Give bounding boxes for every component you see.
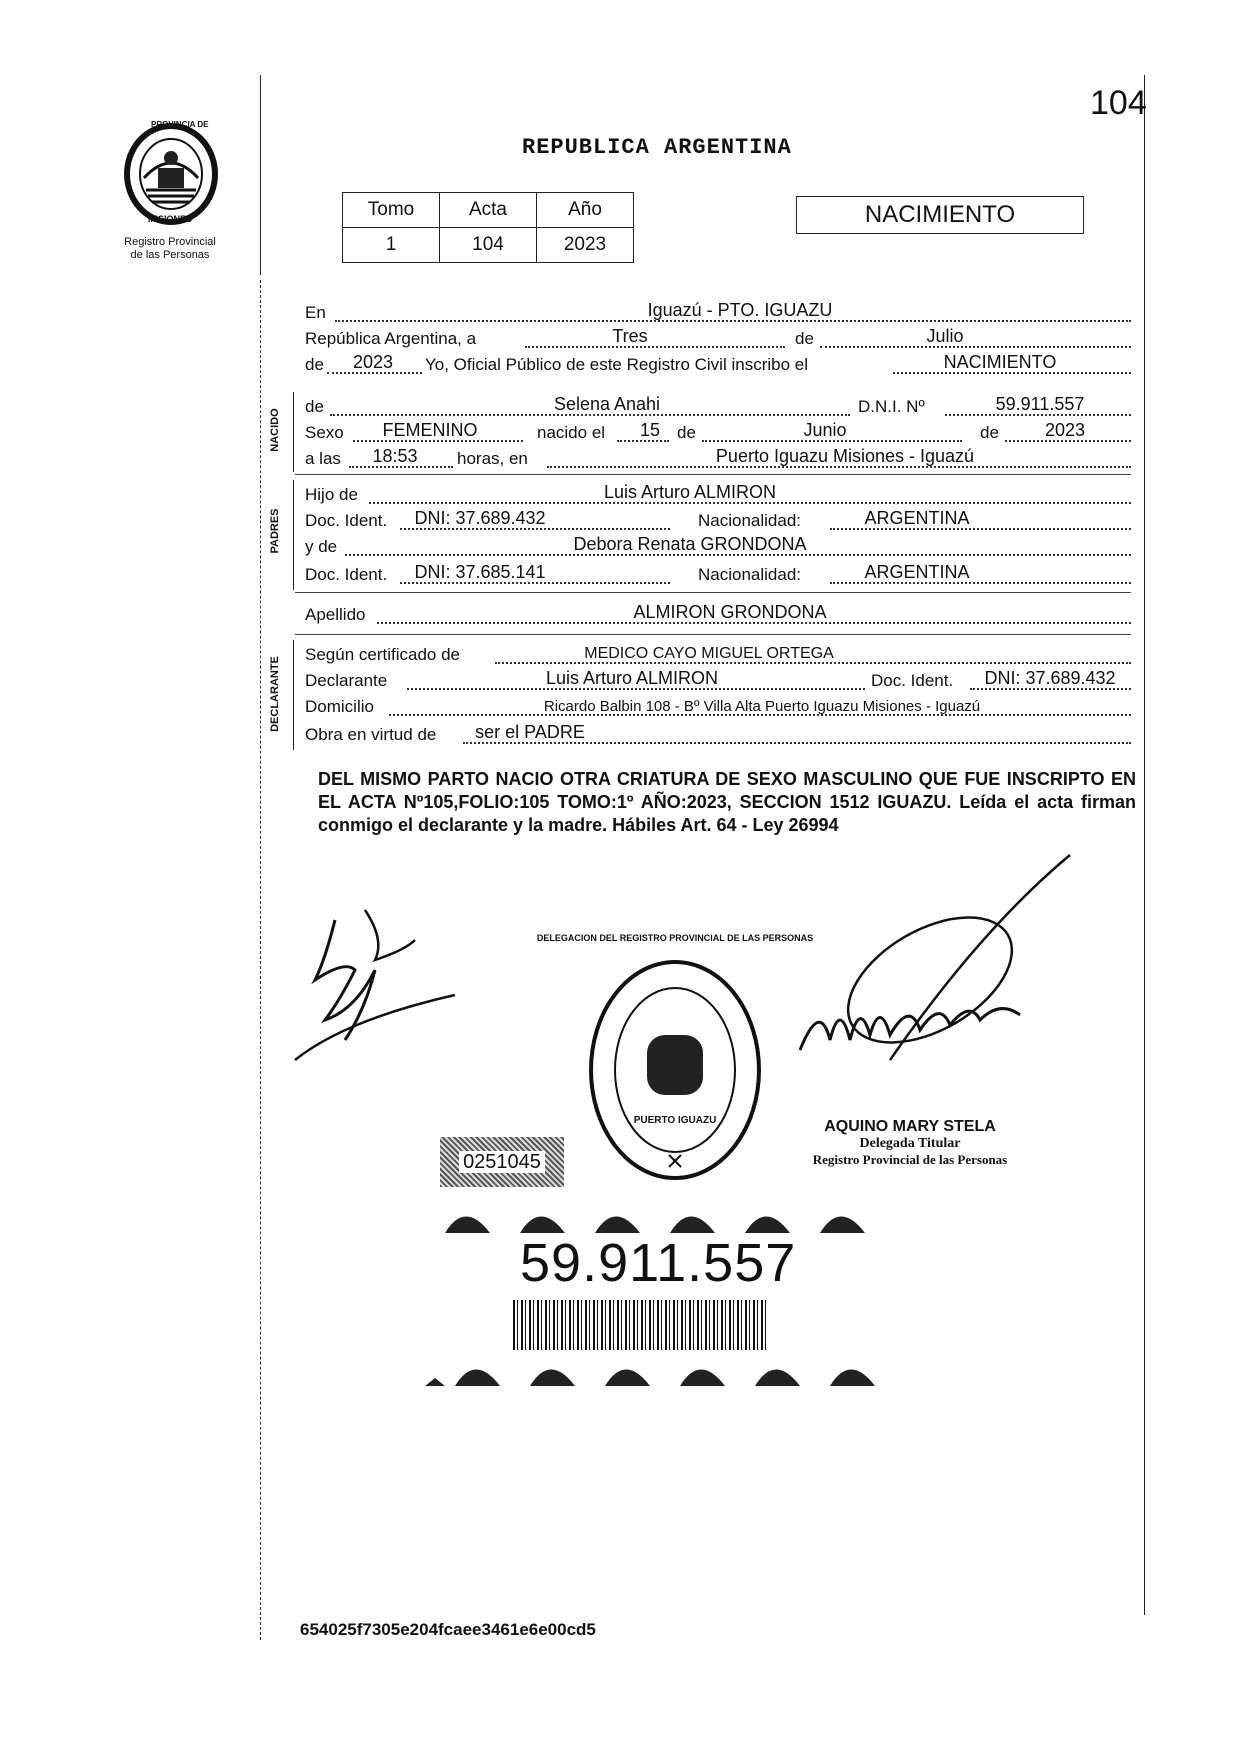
dotted-leader [820,346,1131,348]
left-margin-dashed-line [260,280,261,1640]
logo-caption-line1: Registro Provincial [124,236,216,248]
stamp-code: 0251045 [459,1151,545,1173]
registry-header-anio: Año [537,193,634,228]
row-mother-doc [305,562,1131,588]
row-domicilio [305,694,1131,720]
right-margin-line [1144,75,1145,1615]
barcode [513,1300,767,1350]
official-name: AQUINO MARY STELA [824,1118,996,1135]
official-role: Delegada Titular [859,1136,961,1151]
mother-nationality: ARGENTINA [864,562,970,582]
official-seal [536,933,814,1185]
horas-label: horas, en [457,449,528,468]
sexo-label: Sexo [305,423,344,442]
republic-label: República Argentina, a [305,329,477,348]
doc-label: Doc. Ident. [305,511,388,530]
apellido-value: ALMIRON GRONDONA [633,602,827,622]
page-number: 104 [1090,84,1147,122]
row-nacido-sex [305,420,1131,446]
cert-label: Según certificado de [305,645,460,664]
logo-caption [95,236,245,262]
en-label: En [305,303,326,322]
obra-value: ser el PADRE [475,722,585,742]
de-label: de [980,423,999,442]
father-nationality: ARGENTINA [864,508,970,528]
place-value: Iguazú - PTO. IGUAZU [647,300,833,320]
nacido-bracket [293,392,294,472]
obra-label: Obra en virtud de [305,725,437,744]
row-date [305,326,1131,352]
sexo-value: FEMENINO [382,420,478,440]
nationality-label: Nacionalidad: [698,565,802,584]
birth-place: Puerto Iguazu Misiones - Iguazú [715,446,975,466]
doc-label: Doc. Ident. [871,671,954,690]
seal-ring-text: DELEGACION DEL REGISTRO PROVINCIAL DE LAS PERSONAS [536,933,814,943]
security-pattern-bottom [425,1348,885,1388]
declarante-label: Declarante [305,671,388,690]
child-name: Selena Anahi [553,394,661,414]
de2-label: de [305,355,324,374]
page-title: REPUBLICA ARGENTINA [522,135,792,160]
apellido-label: Apellido [305,605,366,624]
row-father [305,482,1131,508]
security-number: 59.911.557 [520,1233,797,1293]
registry-value-acta: 104 [440,228,537,263]
birth-time: 18:53 [372,446,418,466]
row-father-doc [305,508,1131,534]
doc-label: Doc. Ident. [305,565,388,584]
section-separator [295,474,1131,475]
row-inscribe [305,352,1131,378]
row-declarante [305,668,1131,694]
act-name-value: NACIMIENTO [943,352,1057,372]
padres-bracket [293,480,294,590]
row-certificado [305,642,1131,668]
act-type-box: NACIMIENTO [796,196,1084,234]
domicilio-label: Domicilio [305,697,374,716]
dni-label: D.N.I. Nº [858,397,925,416]
year-value: 2023 [352,352,394,372]
declarante-bracket [293,640,294,750]
province-logo [118,118,224,228]
row-nacido-name [305,394,1131,420]
nacido-el-label: nacido el [537,423,606,442]
nacido-side-label: NACIDO [269,408,281,452]
day-value: Tres [612,326,648,346]
section-separator [295,634,1131,635]
row-nacido-time [305,446,1131,472]
declarante-name: Luis Arturo ALMIRON [545,668,719,688]
row-mother [305,534,1131,560]
registry-header-tomo: Tomo [343,193,440,228]
registry-value-anio: 2023 [537,228,634,263]
official-signature [780,850,1080,1080]
a-las-label: a las [305,449,341,468]
note-paragraph: DEL MISMO PARTO NACIO OTRA CRIATURA DE SEXO MASCULINO QUE FUE INSCRIPTO EN EL ACTA Nº105,FOLIO:105 TOMO:1º AÑO:2023, SECCION 1512 IGUAZU. Leída el acta firman conmigo el declarante y la madre. Hábiles Art. 64 - Ley 26994 [318,769,1136,835]
inscribo-text: Yo, Oficial Público de este Registro Civil inscribo el [425,355,808,374]
coat-of-arms-icon [118,118,224,228]
domicilio-value: Ricardo Balbin 108 - Bº Villa Alta Puerto Iguazu Misiones - Iguazú [543,698,981,715]
y-de-label: y de [305,537,338,556]
document-hash: 654025f7305e204fcaee3461e6e00cd5 [300,1620,596,1639]
security-pattern-top [435,1195,885,1235]
row-apellido [305,602,1131,628]
de-label: de [677,423,696,442]
mother-name: Debora Renata GRONDONA [573,534,807,554]
declarant-signature [285,900,460,1070]
father-name: Luis Arturo ALMIRON [603,482,777,502]
row-obra [305,722,1131,748]
hijo-label: Hijo de [305,485,358,504]
seal-center-text: PUERTO IGUAZU [633,1115,717,1126]
nationality-label: Nacionalidad: [698,511,802,530]
row-place [305,300,1131,326]
month-value: Julio [926,326,964,346]
de-label: de [795,329,814,348]
birth-month: Junio [803,420,847,440]
birth-day: 15 [639,420,661,440]
official-block [790,1118,1030,1168]
padres-side-label: PADRES [269,508,281,554]
mother-doc: DNI: 37.685.141 [414,562,546,582]
official-office: Registro Provincial de las Personas [812,1152,1008,1167]
logo-ring-text-top: PROVINCIA DE [151,120,209,129]
declarante-doc: DNI: 37.689.432 [984,668,1116,688]
registry-table [342,192,634,263]
registry-value-tomo: 1 [343,228,440,263]
registry-header-acta: Acta [440,193,537,228]
child-dni: 59.911.557 [995,394,1085,414]
section-separator [295,592,1131,593]
seal-ring-icon [585,955,765,1185]
dotted-leader [525,346,785,348]
logo-caption-line2: de las Personas [130,249,210,261]
father-doc: DNI: 37.689.432 [414,508,546,528]
logo-ring-text-bottom: MISIONES [148,214,193,224]
stamp-code-box [440,1137,564,1187]
birth-year: 2023 [1044,420,1086,440]
left-margin-line [260,75,261,275]
declarante-side-label: DECLARANTE [269,656,281,732]
cert-value: MEDICO CAYO MIGUEL ORTEGA [584,645,834,662]
de-label: de [305,397,324,416]
